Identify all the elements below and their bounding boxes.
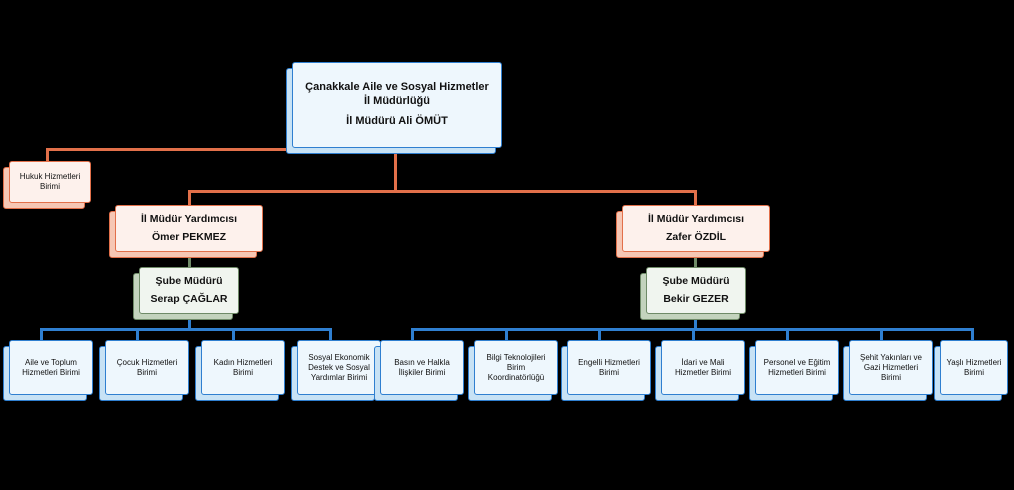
node-unit-right-3-line2: Birimi [599,367,619,377]
node-legal-unit-line1: Hukuk Hizmetleri [19,172,81,181]
node-deputy-right[interactable] [622,205,770,252]
connector-deputy-left-down [188,190,191,205]
node-unit-right-5-line1: Personel ve Eğitim [763,357,831,367]
node-unit-right-1-line2: İlişkiler Birimi [398,367,446,377]
node-root-line3: İl Müdürü Ali ÖMÜT [346,114,448,127]
node-branch-manager-right-line1: Şube Müdürü [662,274,730,287]
node-unit-left-1[interactable] [9,340,93,395]
node-unit-right-2-line3: Koordinatörlüğü [487,372,545,382]
node-deputy-right-line2: Zafer ÖZDİL [665,231,727,243]
node-branch-manager-left-line1: Şube Müdürü [155,274,223,287]
node-unit-left-2-line1: Çocuk Hizmetleri [116,357,178,367]
connector-legal-down [46,148,49,161]
node-unit-left-1-line2: Hizmetleri Birimi [22,367,80,377]
node-root-line2: İl Müdürlüğü [364,95,430,108]
node-unit-right-6-line1: Şehit Yakınları ve [860,352,922,362]
node-unit-right-3[interactable] [567,340,651,395]
connector-right-unit-riser-1 [411,328,414,340]
node-deputy-right-line1: İl Müdür Yardımcısı [647,212,745,225]
node-unit-right-1-line1: Basın ve Halkla [394,357,450,367]
node-unit-left-4[interactable] [297,340,381,395]
node-unit-right-3-line1: Engelli Hizmetleri [578,357,640,367]
node-branch-manager-left[interactable] [139,267,239,314]
node-unit-left-2[interactable] [105,340,189,395]
node-unit-right-7-line2: Birimi [964,367,984,377]
node-root[interactable] [292,62,502,148]
node-deputy-left-line2: Ömer PEKMEZ [151,231,227,243]
connector-right-unit-riser-5 [786,328,789,340]
node-unit-left-2-line2: Birimi [137,367,157,377]
node-legal-unit[interactable] [9,161,91,203]
connector-deputy-right-down [694,190,697,205]
node-unit-right-4-line1: İdari ve Mali [681,357,725,367]
node-branch-manager-right-line2: Bekir GEZER [663,293,729,305]
node-unit-right-7[interactable] [940,340,1008,395]
node-unit-right-5-line2: Hizmetleri Birimi [768,367,826,377]
node-root-line1: Çanakkale Aile ve Sosyal Hizmetler [305,81,489,94]
connector-right-unit-riser-4 [692,328,695,340]
node-unit-right-5[interactable] [755,340,839,395]
node-deputy-left[interactable] [115,205,263,252]
node-unit-left-4-line2: Destek ve Sosyal [308,362,370,372]
node-unit-left-4-line1: Sosyal Ekonomik [308,352,370,362]
connector-right-unit-riser-6 [880,328,883,340]
node-branch-manager-right[interactable] [646,267,746,314]
node-unit-left-4-line3: Yardımlar Birimi [310,372,368,382]
connector-root-down [394,148,397,192]
connector-left-unit-riser-1 [40,328,43,340]
node-unit-left-3[interactable] [201,340,285,395]
connector-left-unit-riser-2 [136,328,139,340]
node-deputy-left-line1: İl Müdür Yardımcısı [140,212,238,225]
node-unit-right-2[interactable] [474,340,558,395]
connector-right-unit-riser-7 [971,328,974,340]
node-unit-right-6-line3: Birimi [881,372,901,382]
connector-right-unit-riser-2 [505,328,508,340]
node-unit-right-6[interactable] [849,340,933,395]
connector-left-unit-riser-3 [232,328,235,340]
node-unit-right-1[interactable] [380,340,464,395]
node-unit-left-3-line2: Birimi [233,367,253,377]
node-branch-manager-left-line2: Serap ÇAĞLAR [150,293,228,305]
node-unit-right-2-line1: Bilgi Teknolojileri [486,352,546,362]
node-unit-right-7-line1: Yaşlı Hizmetleri [946,357,1002,367]
connector-deputies-bus [188,190,697,193]
connector-left-units-bus [40,328,332,331]
connector-right-unit-riser-3 [598,328,601,340]
node-legal-unit-line2: Birimi [40,182,60,191]
node-unit-right-6-line2: Gazi Hizmetleri [863,362,919,372]
node-unit-right-4[interactable] [661,340,745,395]
connector-left-unit-riser-4 [329,328,332,340]
node-unit-right-4-line2: Hizmetler Birimi [675,367,731,377]
node-unit-right-2-line2: Birim [506,362,526,372]
node-unit-left-3-line1: Kadın Hizmetleri [213,357,273,367]
node-unit-left-1-line1: Aile ve Toplum [25,357,77,367]
